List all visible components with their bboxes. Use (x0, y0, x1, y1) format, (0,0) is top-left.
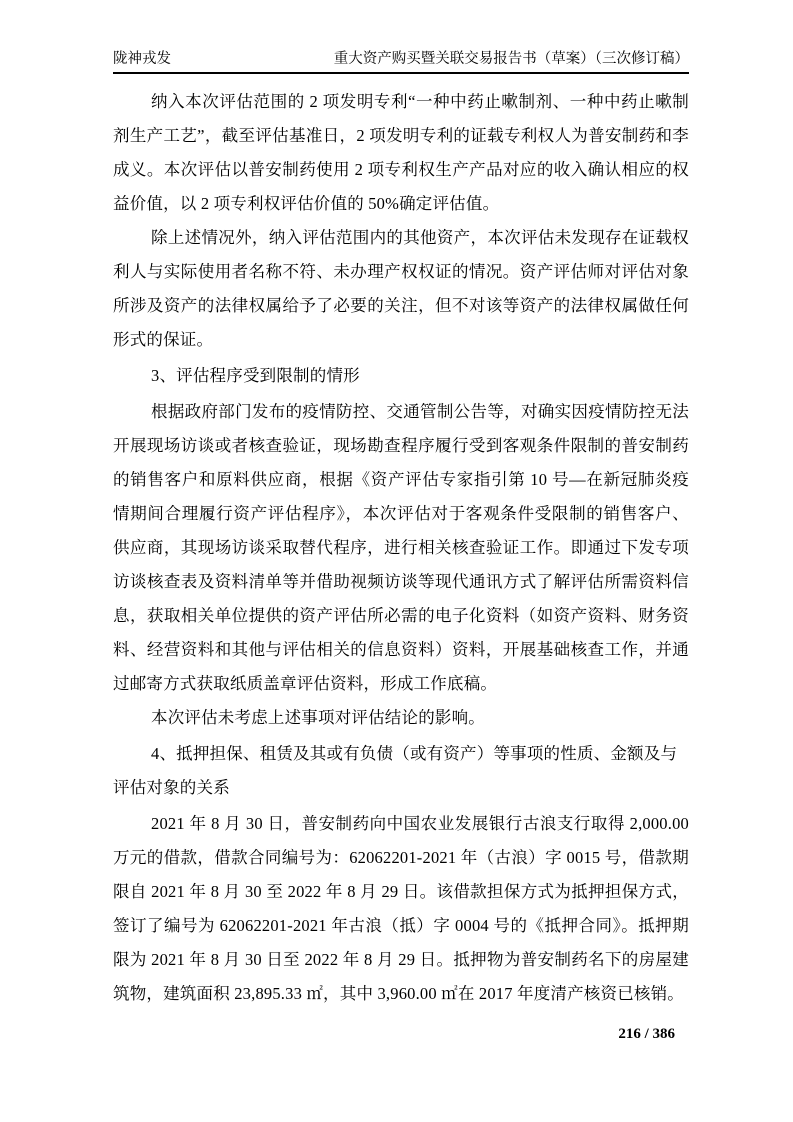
header-report-title: 重大资产购买暨关联交易报告书（草案）（三次修订稿） (333, 51, 689, 67)
paragraph-other-assets: 除上述情况外，纳入评估范围内的其他资产，本次评估未发现存在证载权利人与实际使用者名称不符、未办理产权权证的情况。资产评估师对评估对象所涉及资产的法律权属给予了必要的关注，但不对该等资产的法律权属做任何形式的保证。 (113, 228, 689, 349)
page-number: 216 / 386 (618, 1026, 675, 1042)
header-company-name: 陇神戎发 (113, 51, 171, 67)
section-heading-3: 3、评估程序受到限制的情形 (151, 366, 360, 385)
paragraph-mortgage-loan: 2021 年 8 月 30 日，普安制药向中国农业发展银行古浪支行取得 2,000.00 万元的借款，借款合同编号为：62062201-2021 年（古浪）字 0015 号，借款期限自 2021 年 8 月 30 至 2022 年 8 月 29 日。该借款担保方式为抵押担保方式，签订了编号为 62062201-2021 年古浪（抵）字 0004 号的《抵押合同》。抵押期限为 2021 年 8 月 30 日至 2022 年 8 月 29 日。抵押物为普安制药名下的房屋建筑物，建筑面积 23,895.33 ㎡，其中 3,960.00 ㎡在 2017 年度清产核资已核销。 (113, 814, 689, 1003)
paragraph-patents: 纳入本次评估范围的 2 项发明专利“一种中药止嗽制剂、一种中药止嗽制剂生产工艺”，截至评估基准日，2 项发明专利的证载专利权人为普安制药和李成义。本次评估以普安制药使用 2 项专利权生产产品对应的收入确认相应的权益价值，以 2 项专利权评估价值的 50%确定评估值。 (113, 92, 689, 213)
document-body (113, 85, 689, 1011)
paragraph-conclusion-note: 本次评估未考虑上述事项对评估结论的影响。 (151, 708, 485, 727)
page-header (113, 50, 689, 74)
paragraph-procedure-limits: 根据政府部门发布的疫情防控、交通管制公告等，对确实因疫情防控无法开展现场访谈或者核查验证，现场勘查程序履行受到客观条件限制的普安制药的销售客户和原料供应商，根据《资产评估专家指引第 10 号—在新冠肺炎疫情期间合理履行资产评估程序》，本次评估对于客观条件受限制的销售客户、供应商，其现场访谈采取替代程序，进行相关核查验证工作。即通过下发专项访谈核查表及资料清单等并借助视频访谈等现代通讯方式了解评估所需资料信息，获取相关单位提供的资产评估所必需的电子化资料（如资产资料、财务资料、经营资料和其他与评估相关的信息资料）资料，开展基础核查工作，并通过邮寄方式获取纸质盖章评估资料，形成工作底稿。 (113, 402, 689, 693)
section-heading-4: 4、抵押担保、租赁及其或有负债（或有资产）等事项的性质、金额及与评估对象的关系 (113, 744, 678, 797)
